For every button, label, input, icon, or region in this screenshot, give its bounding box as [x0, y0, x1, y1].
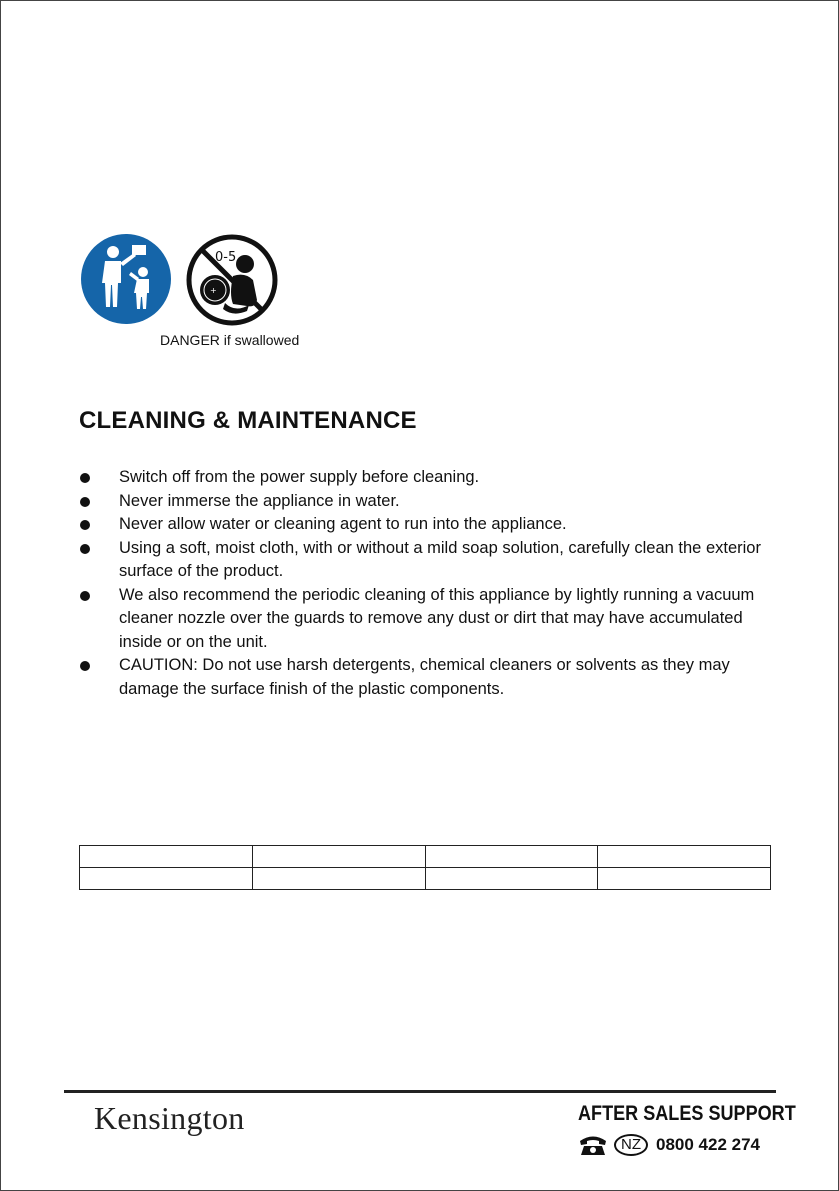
table-cell	[80, 868, 253, 890]
safety-icons	[80, 233, 340, 353]
after-sales-support-title: AFTER SALES SUPPORT	[578, 1102, 796, 1125]
age-range-label: 0-5	[215, 250, 237, 265]
list-item	[79, 654, 769, 701]
bullet-icon	[80, 497, 90, 507]
bullet-icon	[80, 473, 90, 483]
list-item	[79, 490, 769, 514]
no-children-under-5-icon	[185, 233, 279, 327]
supervise-children-icon	[80, 233, 172, 325]
support-phone-line	[578, 1132, 760, 1158]
region-badge: NZ	[614, 1134, 648, 1156]
bullet-icon	[80, 544, 90, 554]
table-cell	[425, 868, 598, 890]
table-row	[80, 868, 771, 890]
table-cell	[252, 846, 425, 868]
telephone-icon	[578, 1134, 608, 1156]
bullet-icon	[80, 591, 90, 601]
list-item-text: Using a soft, moist cloth, with or without a mild soap solution, carefully clean the exterior surface of the product.	[119, 538, 761, 580]
bullet-icon	[80, 661, 90, 671]
list-item	[79, 513, 769, 537]
list-item	[79, 537, 769, 584]
table-cell	[252, 868, 425, 890]
table-cell	[598, 846, 771, 868]
svg-text:+: +	[210, 286, 217, 295]
list-item-text: Switch off from the power supply before cleaning.	[119, 468, 480, 486]
list-item	[79, 584, 769, 655]
phone-number[interactable]: 0800 422 274	[656, 1135, 760, 1154]
maintenance-list	[79, 466, 769, 701]
list-item-text: Never immerse the appliance in water.	[119, 491, 400, 510]
bullet-icon	[80, 520, 90, 530]
blank-table	[79, 845, 771, 890]
table-cell	[80, 846, 253, 868]
list-item-text: We also recommend the periodic cleaning of this appliance by lightly running a vacuum cleaner nozzle over the guards to remove any dust or dirt that may have accumulated inside or on the unit.	[119, 585, 755, 651]
list-item-text: CAUTION: Do not use harsh detergents, chemical cleaners or solvents as they may damage the surface finish of the plastic components.	[119, 656, 730, 698]
footer-divider	[64, 1090, 776, 1093]
list-item-text: Never allow water or cleaning agent to run into the appliance.	[119, 515, 567, 533]
table-row	[80, 846, 771, 868]
list-item	[79, 466, 769, 490]
brand-logo: Kensington	[94, 1100, 245, 1136]
danger-swallowed-label: DANGER if swallowed	[160, 332, 300, 348]
table-cell	[598, 868, 771, 890]
section-title: CLEANING & MAINTENANCE	[79, 407, 417, 434]
table-cell	[425, 846, 598, 868]
